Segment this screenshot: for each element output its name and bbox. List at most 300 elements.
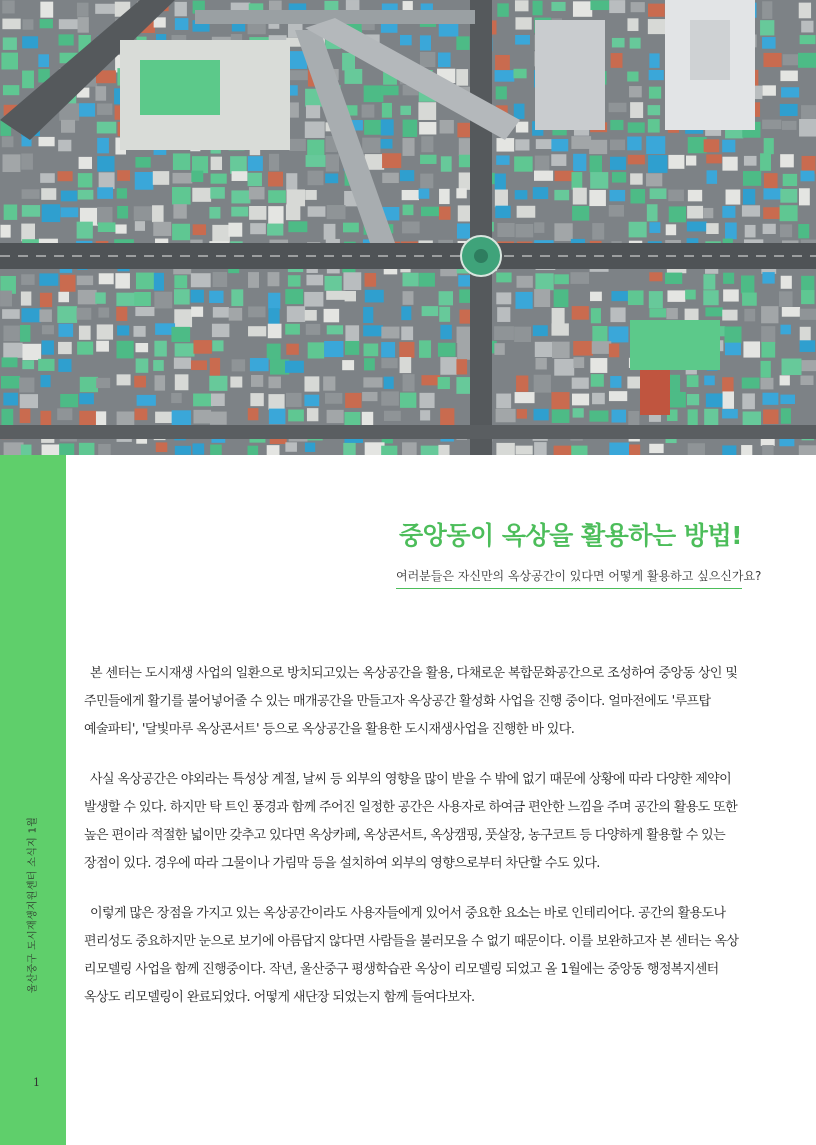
rooftop: [153, 222, 171, 236]
rooftop: [402, 442, 417, 455]
rooftop: [20, 394, 38, 408]
rooftop: [781, 408, 791, 424]
rooftop: [3, 85, 19, 95]
rooftop: [573, 1, 592, 16]
rooftop: [687, 222, 707, 232]
rooftop: [551, 154, 566, 166]
rooftop: [591, 308, 601, 323]
page-subtitle: 여러분들은 자신만의 옥상공간이 있다면 어떻게 활용하고 싶으신가요?: [396, 567, 742, 589]
rooftop: [288, 70, 308, 80]
rooftop: [403, 374, 415, 391]
rooftop: [210, 187, 225, 199]
rooftop: [555, 171, 574, 181]
rooftop: [305, 122, 325, 138]
rooftop: [268, 308, 279, 325]
rooftop: [327, 325, 343, 334]
rooftop: [345, 291, 356, 301]
rooftop: [248, 326, 266, 336]
rooftop: [117, 341, 134, 359]
rooftop: [193, 224, 206, 235]
rooftop: [495, 174, 506, 190]
rooftop: [382, 153, 401, 168]
rooftop: [59, 19, 78, 29]
rooftop: [60, 275, 75, 292]
rooftop: [308, 342, 325, 358]
rooftop: [117, 411, 135, 426]
rooftop: [362, 105, 375, 118]
rooftop: [364, 358, 375, 370]
rooftop: [572, 378, 589, 389]
rooftop: [761, 326, 775, 343]
rooftop: [155, 412, 174, 423]
rooftop: [324, 341, 343, 357]
rooftop: [534, 289, 550, 307]
rooftop: [80, 377, 98, 392]
rooftop: [211, 394, 225, 406]
rooftop: [801, 276, 814, 292]
rooftop: [516, 376, 528, 392]
rooftop: [780, 375, 790, 385]
rooftop: [554, 289, 569, 307]
rooftop: [799, 119, 816, 137]
rooftop: [590, 156, 602, 173]
rooftop: [364, 85, 384, 102]
rooftop: [362, 412, 373, 425]
rooftop: [231, 190, 250, 203]
rooftop: [517, 276, 533, 288]
rooftop: [763, 409, 778, 424]
rooftop: [800, 309, 816, 320]
rooftop: [648, 105, 661, 115]
rooftop: [761, 342, 775, 358]
rooftop: [590, 292, 602, 301]
rooftop: [173, 153, 190, 170]
rooftop: [174, 358, 191, 369]
rooftop: [456, 188, 466, 198]
rooftop: [306, 155, 326, 167]
rooftop: [365, 273, 377, 287]
rooftop: [630, 173, 643, 184]
rooftop: [800, 340, 816, 352]
rooftop: [627, 137, 641, 151]
rooftop: [382, 103, 392, 118]
rooftop: [58, 359, 71, 372]
rooftop: [592, 326, 607, 344]
rooftop: [285, 442, 297, 451]
rooftop: [363, 377, 382, 387]
rooftop: [400, 35, 412, 45]
rooftop: [760, 153, 771, 171]
rooftop: [646, 173, 662, 186]
rooftop: [649, 222, 660, 233]
rooftop: [286, 393, 302, 407]
rooftop: [365, 290, 384, 303]
rooftop: [193, 443, 205, 454]
rooftop: [190, 290, 203, 303]
rooftop: [610, 376, 621, 388]
rooftop: [440, 325, 451, 340]
rooftop: [572, 172, 583, 190]
rooftop: [326, 291, 345, 300]
rooftop: [609, 443, 629, 455]
rooftop: [343, 223, 359, 233]
rooftop: [782, 307, 800, 317]
rooftop: [57, 408, 72, 420]
rooftop: [762, 85, 775, 95]
rooftop: [362, 138, 380, 153]
rooftop: [399, 342, 414, 358]
rooftop: [41, 188, 56, 200]
rooftop: [137, 395, 156, 406]
rooftop: [325, 393, 342, 404]
rooftop: [514, 104, 525, 119]
rooftop: [650, 188, 667, 199]
rooftop: [59, 34, 74, 45]
rooftop: [441, 156, 452, 171]
rooftop: [248, 173, 262, 186]
rooftop: [95, 86, 106, 100]
rooftop: [58, 140, 71, 152]
rooftop: [515, 0, 529, 11]
rooftop: [77, 222, 93, 239]
rooftop: [668, 375, 680, 393]
rooftop: [174, 289, 190, 304]
rooftop: [77, 276, 93, 286]
side-color-bar: [0, 455, 66, 1145]
rooftop: [400, 357, 412, 373]
rooftop: [438, 445, 449, 455]
rooftop: [40, 2, 53, 18]
rooftop: [324, 224, 336, 240]
rooftop: [592, 341, 612, 354]
rooftop: [289, 139, 306, 151]
rooftop: [42, 204, 61, 222]
rooftop: [628, 290, 644, 305]
rooftop: [722, 409, 738, 418]
rooftop: [666, 308, 677, 319]
rooftop: [403, 291, 414, 305]
rooftop: [117, 374, 131, 385]
rooftop: [763, 53, 781, 67]
rooftop: [798, 53, 816, 68]
rooftop: [116, 293, 135, 306]
rooftop: [780, 395, 795, 404]
rooftop: [286, 204, 300, 220]
rooftop: [2, 136, 14, 147]
rooftop: [248, 446, 259, 455]
rooftop: [572, 206, 589, 221]
rooftop: [402, 273, 418, 287]
rooftop: [381, 139, 393, 149]
rooftop: [517, 206, 536, 218]
rooftop: [666, 224, 676, 235]
rooftop: [248, 272, 259, 288]
rooftop: [384, 377, 394, 389]
rooftop: [534, 409, 549, 421]
rooftop: [610, 120, 623, 130]
rooftop: [419, 393, 434, 408]
rooftop: [438, 377, 450, 389]
rooftop: [722, 157, 737, 171]
rooftop: [42, 444, 60, 455]
aerial-city-illustration: [0, 0, 816, 455]
rooftop: [78, 173, 92, 187]
rooftop: [98, 444, 111, 455]
rooftop: [59, 443, 74, 455]
rooftop: [22, 360, 34, 369]
rooftop: [345, 69, 363, 84]
rooftop: [267, 344, 281, 360]
rooftop: [704, 139, 720, 152]
rooftop: [324, 309, 340, 322]
rooftop: [572, 394, 589, 406]
rooftop: [533, 187, 548, 199]
rooftop: [780, 205, 798, 221]
rooftop: [440, 357, 457, 375]
rooftop: [0, 225, 10, 238]
rooftop: [631, 2, 645, 12]
rooftop: [419, 273, 435, 287]
rooftop: [570, 272, 589, 284]
rooftop: [97, 187, 113, 199]
rooftop: [554, 359, 574, 376]
rooftop: [744, 309, 755, 322]
rooftop: [722, 310, 737, 321]
rooftop: [761, 306, 778, 323]
rooftop: [610, 140, 625, 151]
rooftop: [590, 0, 609, 10]
paragraph: 본 센터는 도시재생 사업의 일환으로 방치되고있는 옥상공간을 활용, 다채로운 복합문화공간으로 조성하여 중앙동 상인 및 주민들에게 활기를 불어넣어줄 수 있는 매개공간을 만들고자 옥상공간 활성화 사업을 진행 중이다. 얼마전에도 '루프탑 예술파티', '달빛마루 옥상콘서트' 등으로 옥상공간을 활용한 도시재생사업을 진행한 바 있다.: [84, 666, 738, 737]
rooftop: [723, 273, 734, 284]
rooftop: [418, 102, 436, 120]
rooftop: [79, 443, 95, 455]
rooftop: [665, 273, 682, 284]
rooftop: [1, 53, 18, 70]
rooftop: [58, 292, 69, 302]
rooftop: [20, 409, 31, 423]
rooftop: [783, 54, 801, 65]
rooftop: [174, 275, 187, 288]
rooftop: [1, 409, 13, 426]
rooftop: [39, 309, 51, 321]
rooftop: [552, 409, 570, 423]
rooftop: [780, 71, 797, 82]
rooftop: [345, 393, 361, 408]
rooftop: [764, 138, 774, 154]
rooftop: [97, 103, 112, 114]
rooftop: [439, 307, 450, 322]
rooftop: [420, 155, 436, 164]
rooftop: [342, 360, 354, 370]
rooftop: [707, 170, 718, 184]
rooftop: [780, 154, 794, 167]
rooftop: [381, 119, 394, 135]
rooftop: [517, 409, 527, 419]
rooftop: [213, 307, 229, 318]
rooftop: [156, 442, 168, 452]
rooftop: [343, 443, 355, 455]
rooftop: [612, 410, 627, 423]
rooftop: [743, 341, 760, 357]
rooftop: [381, 446, 397, 455]
rooftop: [496, 86, 507, 99]
rooftop: [458, 275, 471, 286]
rooftop: [402, 138, 414, 156]
rooftop: [97, 122, 116, 134]
rooftop: [496, 443, 514, 455]
rooftop: [96, 341, 109, 352]
rooftop: [514, 156, 532, 171]
rooftop: [742, 205, 760, 216]
rooftop: [762, 272, 774, 283]
rooftop: [420, 410, 430, 420]
rooftop: [743, 171, 761, 186]
rooftop: [77, 342, 93, 355]
rooftop: [703, 274, 715, 289]
rooftop: [798, 224, 809, 238]
rooftop: [741, 276, 754, 294]
rooftop: [232, 359, 245, 371]
rooftop: [117, 188, 127, 198]
rooftop: [592, 223, 604, 240]
rooftop: [515, 292, 532, 309]
rooftop: [628, 155, 645, 165]
rooftop: [515, 446, 532, 455]
rooftop: [40, 375, 50, 387]
rooftop: [78, 290, 97, 304]
rooftop: [629, 445, 640, 455]
rooftop: [136, 358, 149, 372]
rooftop: [79, 103, 95, 116]
rooftop: [760, 20, 774, 35]
rooftop: [78, 17, 89, 33]
rooftop: [551, 323, 568, 335]
rooftop: [687, 206, 703, 219]
rooftop: [172, 410, 191, 427]
rooftop: [175, 374, 189, 390]
rooftop: [22, 189, 40, 199]
rooftop: [363, 307, 373, 323]
rooftop: [307, 171, 323, 185]
rooftop: [573, 188, 587, 205]
rooftop: [288, 275, 301, 286]
rooftop: [609, 190, 625, 201]
rooftop: [232, 171, 248, 181]
rooftop: [497, 223, 514, 237]
rooftop: [307, 140, 324, 156]
rooftop: [78, 190, 94, 200]
rooftop: [800, 376, 813, 385]
rooftop: [209, 291, 223, 303]
rooftop: [267, 445, 280, 455]
rooftop: [193, 393, 213, 406]
rooftop: [175, 343, 195, 356]
rooftop: [213, 272, 228, 287]
rooftop: [210, 445, 222, 455]
rooftop: [21, 445, 32, 455]
rooftop: [345, 341, 359, 355]
rooftop: [723, 289, 739, 301]
rooftop: [381, 391, 399, 405]
rooftop: [154, 273, 164, 291]
rooftop: [154, 292, 172, 309]
rooftop: [211, 174, 227, 184]
rooftop: [39, 137, 55, 146]
rooftop: [630, 102, 643, 118]
rooftop: [61, 120, 75, 133]
rooftop: [21, 291, 31, 305]
rooftop: [79, 393, 94, 404]
rooftop: [98, 222, 116, 232]
rooftop: [630, 189, 645, 204]
rooftop: [438, 52, 451, 67]
rooftop: [134, 206, 152, 220]
rooftop: [609, 0, 625, 13]
rooftop: [97, 207, 112, 225]
rooftop: [212, 225, 230, 243]
rooftop: [57, 306, 77, 323]
rooftop: [611, 291, 630, 301]
rooftop: [688, 409, 698, 425]
rooftop: [649, 87, 661, 99]
rooftop: [117, 170, 130, 181]
rooftop: [268, 206, 283, 224]
rooftop: [286, 173, 297, 190]
rooftop: [723, 391, 734, 408]
rooftop: [439, 189, 450, 204]
rooftop: [419, 189, 430, 199]
rooftop: [135, 172, 154, 190]
rooftop: [171, 393, 182, 403]
rooftop: [763, 188, 782, 199]
rooftop: [38, 54, 49, 67]
rooftop: [21, 308, 41, 322]
rooftop: [704, 376, 715, 386]
rooftop: [704, 409, 718, 426]
rooftop: [762, 1, 772, 19]
rooftop: [551, 139, 568, 151]
rooftop: [133, 326, 145, 337]
rooftop: [228, 223, 242, 237]
rooftop: [153, 171, 169, 185]
rooftop: [40, 293, 52, 307]
rooftop: [231, 207, 248, 217]
rooftop: [722, 140, 735, 153]
rooftop: [649, 308, 666, 317]
rooftop: [686, 156, 696, 166]
rooftop: [611, 53, 623, 68]
rooftop: [267, 224, 283, 236]
rooftop: [551, 392, 569, 409]
rooftop: [95, 4, 115, 14]
rooftop: [764, 173, 778, 191]
rooftop: [706, 223, 718, 234]
rooftop: [306, 275, 323, 286]
rooftop: [649, 53, 659, 67]
rooftop: [551, 2, 565, 11]
rooftop: [742, 293, 757, 306]
rooftop: [630, 38, 641, 49]
rooftop: [2, 154, 20, 172]
rooftop: [742, 378, 760, 389]
rooftop: [304, 292, 323, 307]
rooftop: [77, 3, 89, 17]
rooftop: [212, 340, 223, 351]
rooftop: [706, 393, 725, 407]
rooftop: [440, 408, 454, 425]
rooftop: [61, 191, 78, 202]
rooftop: [573, 408, 584, 417]
